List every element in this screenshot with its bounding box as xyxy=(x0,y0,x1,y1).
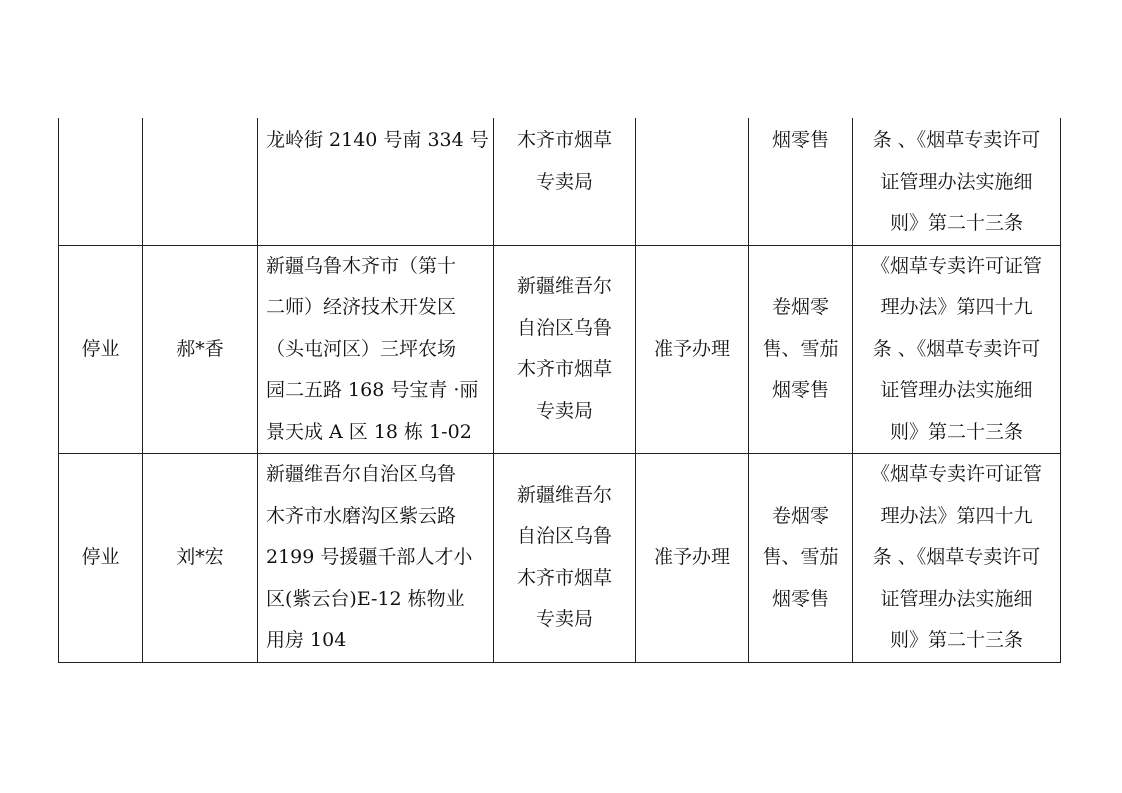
table-row xyxy=(59,118,1061,245)
basis-cell xyxy=(853,454,1061,663)
address-line: 2199 号援疆千部人才小 xyxy=(266,546,473,568)
basis-line: 条 、《烟草专卖许可 xyxy=(872,337,1041,360)
basis-line: 《烟草专卖许可证管 xyxy=(870,254,1042,277)
address-line: 区(紫云台)E-12 栋物业 xyxy=(266,587,465,610)
basis-line: 则》第二十三条 xyxy=(889,629,1023,651)
basis-line: 则》第二十三条 xyxy=(889,420,1023,443)
decision-cell: 准予办理 xyxy=(636,245,749,454)
authority-line: 木齐市烟草 xyxy=(516,358,612,381)
status-cell xyxy=(59,118,143,245)
address-cell xyxy=(258,118,494,245)
address-cell xyxy=(258,454,494,663)
scope-line: 售、雪茄 xyxy=(762,546,839,568)
status-cell: 停业 xyxy=(59,245,143,454)
authority-line: 专卖局 xyxy=(535,399,593,422)
basis-cell xyxy=(853,118,1061,245)
address-line: （头屯河区）三坪农场 xyxy=(266,337,457,360)
basis-line: 《烟草专卖许可证管 xyxy=(870,463,1042,485)
basis-cell xyxy=(853,245,1061,454)
decision-cell xyxy=(636,118,749,245)
authority-line: 木齐市烟草 xyxy=(516,129,612,151)
scope-line: 烟零售 xyxy=(771,129,829,151)
basis-line: 证管理办法实施细 xyxy=(880,379,1033,401)
basis-line: 理办法》第四十九 xyxy=(880,504,1033,527)
authority-cell xyxy=(494,454,636,663)
scope-cell xyxy=(749,454,853,663)
address-line: 木齐市水磨沟区紫云路 xyxy=(266,504,457,527)
basis-line: 条 、《烟草专卖许可 xyxy=(872,546,1041,568)
scope-line: 烟零售 xyxy=(771,587,829,610)
basis-line: 理办法》第四十九 xyxy=(880,296,1033,318)
authority-line: 自治区乌鲁 xyxy=(516,525,612,548)
address-line: 龙岭街 2140 号南 334 号 xyxy=(266,129,489,151)
basis-line: 条 、《烟草专卖许可 xyxy=(872,129,1041,151)
address-line: 用房 104 xyxy=(266,629,347,651)
address-line: 园二五路 168 号宝青 ·丽 xyxy=(266,379,479,401)
license-table xyxy=(58,118,1061,663)
authority-line: 专卖局 xyxy=(535,170,593,193)
basis-line: 则》第二十三条 xyxy=(889,212,1023,234)
table-row xyxy=(59,245,1061,454)
scope-line: 卷烟零 xyxy=(771,504,829,527)
address-line: 新疆乌鲁木齐市（第十 xyxy=(266,254,457,277)
address-cell xyxy=(258,245,494,454)
name-cell: 郝*香 xyxy=(143,245,258,454)
authority-line: 木齐市烟草 xyxy=(516,566,612,589)
decision-cell: 准予办理 xyxy=(636,454,749,663)
name-cell: 刘*宏 xyxy=(143,454,258,663)
scope-cell xyxy=(749,245,853,454)
authority-line: 新疆维吾尔 xyxy=(516,483,612,506)
authority-cell xyxy=(494,245,636,454)
authority-line: 专卖局 xyxy=(535,608,593,631)
authority-line: 自治区乌鲁 xyxy=(516,316,612,339)
table-row xyxy=(59,454,1061,663)
scope-line: 卷烟零 xyxy=(771,296,829,318)
address-line: 二师）经济技术开发区 xyxy=(266,296,457,318)
address-line: 新疆维吾尔自治区乌鲁 xyxy=(266,463,457,485)
scope-line: 烟零售 xyxy=(771,379,829,401)
authority-cell xyxy=(494,118,636,245)
status-cell: 停业 xyxy=(59,454,143,663)
basis-line: 证管理办法实施细 xyxy=(880,587,1033,610)
name-cell xyxy=(143,118,258,245)
scope-line: 售、雪茄 xyxy=(762,337,839,360)
authority-line: 新疆维吾尔 xyxy=(516,275,612,298)
address-line: 景天成 A 区 18 栋 1-02 xyxy=(266,420,472,443)
basis-line: 证管理办法实施细 xyxy=(880,170,1033,193)
scope-cell xyxy=(749,118,853,245)
